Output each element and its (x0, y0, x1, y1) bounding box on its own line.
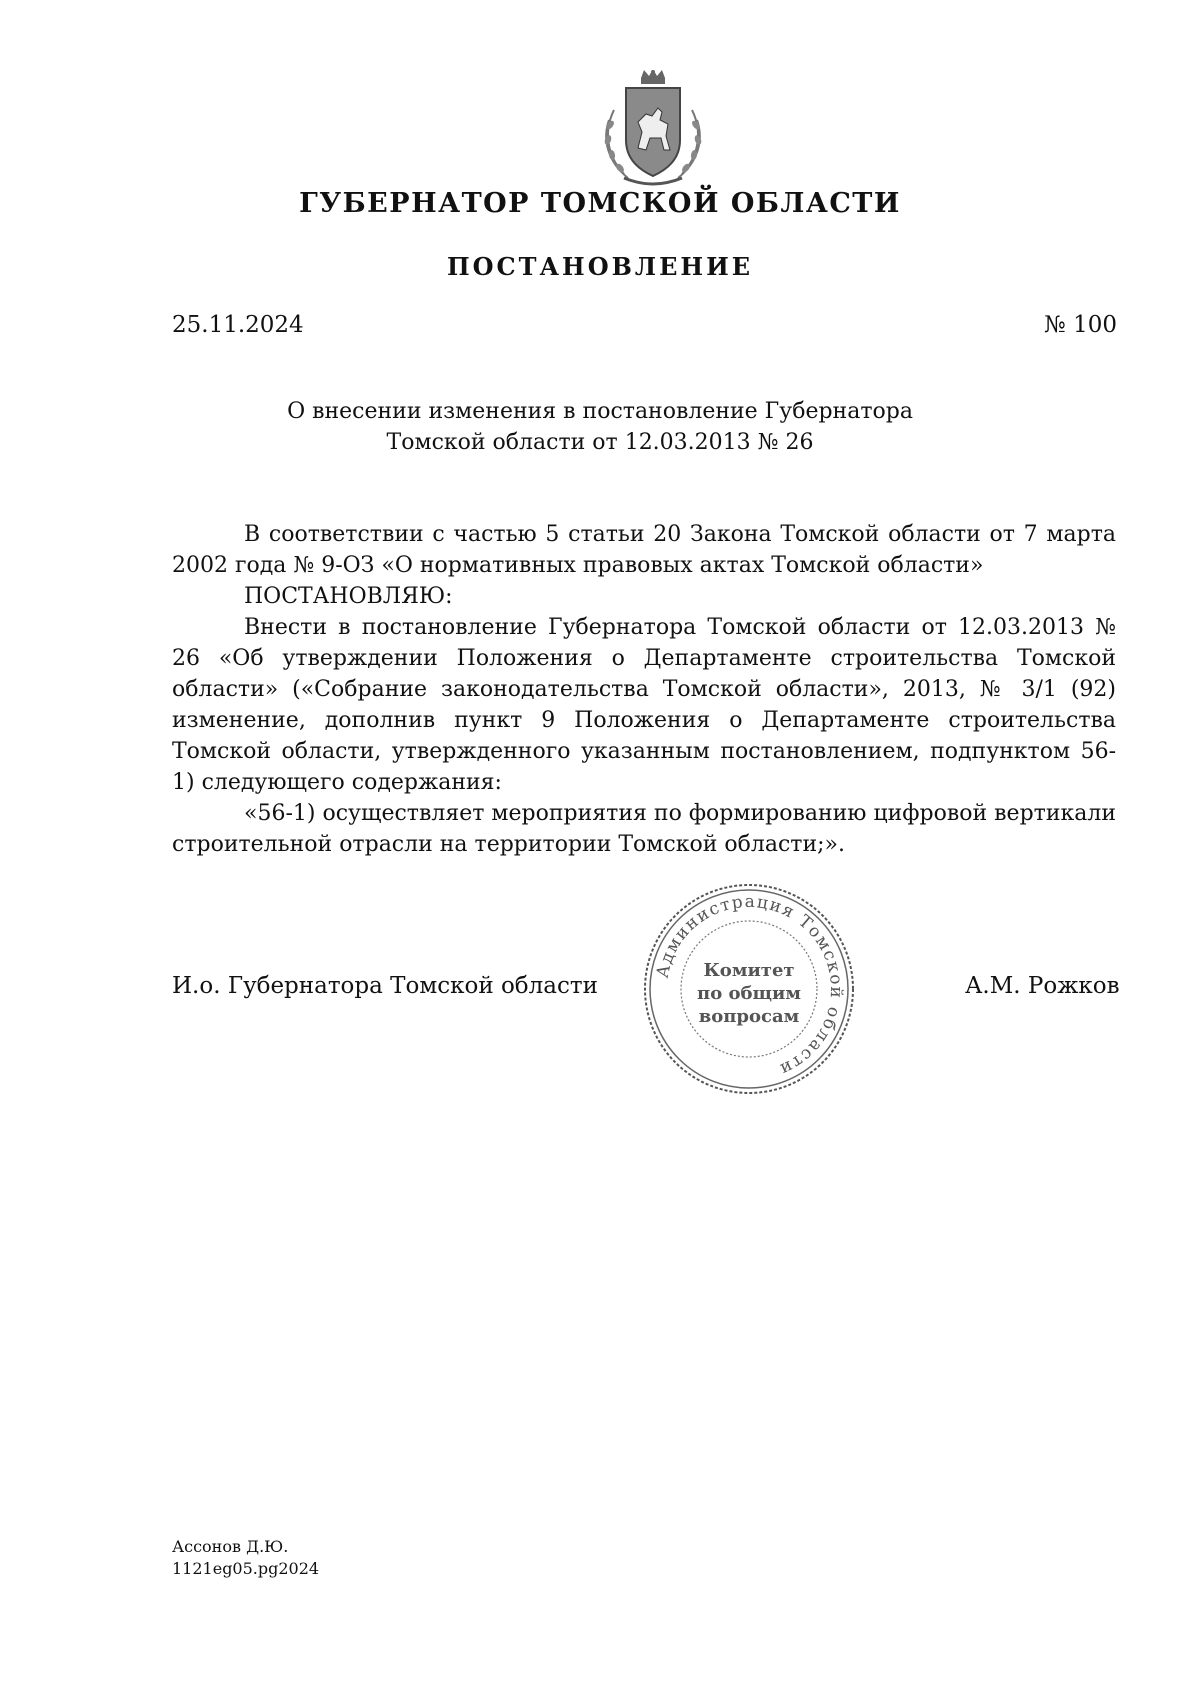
body-paragraph-new-clause: «56-1) осуществляет мероприятия по формированию цифровой вертикали строительной отрасли на территории Томской области;». (172, 801, 1116, 857)
stamp-center-line-3: вопросам (698, 1006, 800, 1027)
official-stamp (640, 880, 858, 1098)
stamp-center-line-2: по общим (697, 983, 801, 1004)
decree-word: ПОСТАНОВЛЯЮ: (244, 584, 453, 609)
body-paragraph-basis: В соответствии с частью 5 статьи 20 Закона Томской области от 7 марта 2002 года № 9-ОЗ «О нормативных правовых актах Томской области» (172, 522, 1116, 578)
document-date: 25.11.2024 (172, 312, 304, 338)
footer-file-code: 1121eg05.pg2024 (172, 1559, 320, 1578)
subject-line-2: Томской области от 12.03.2013 № 26 (386, 430, 814, 455)
document-subject (0, 396, 1200, 458)
document-body (172, 519, 1116, 860)
footer-author: Ассонов Д.Ю. (172, 1537, 289, 1556)
signer-name: А.М. Рожков (965, 973, 1120, 999)
document-footer (172, 1536, 319, 1580)
subject-line-1: О внесении изменения в постановление Губернатора (287, 399, 913, 424)
document-number: № 100 (1044, 312, 1117, 338)
stamp-ring-text: Администрация Томской области (652, 891, 847, 1080)
stamp-center-line-1: Комитет (703, 960, 795, 981)
body-paragraph-amendment: Внести в постановление Губернатора Томской области от 12.03.2013 № 26 «Об утверждении Положения о Департаменте строительства Томской области» («Собрание законодательства Томской области», 2013, № 3/1 (92) изменение, дополнив пункт 9 Положения о Департаменте строительства Томской области, утвержденного указанным постановлением, подпунктом 56-1) следующего содержания: (172, 615, 1116, 795)
coat-of-arms-emblem-icon (594, 70, 712, 190)
document-type-heading: ПОСТАНОВЛЕНИЕ (446, 252, 754, 281)
organization-title: ГУБЕРНАТОР ТОМСКОЙ ОБЛАСТИ (299, 188, 901, 219)
signer-title: И.о. Губернатора Томской области (172, 973, 598, 999)
